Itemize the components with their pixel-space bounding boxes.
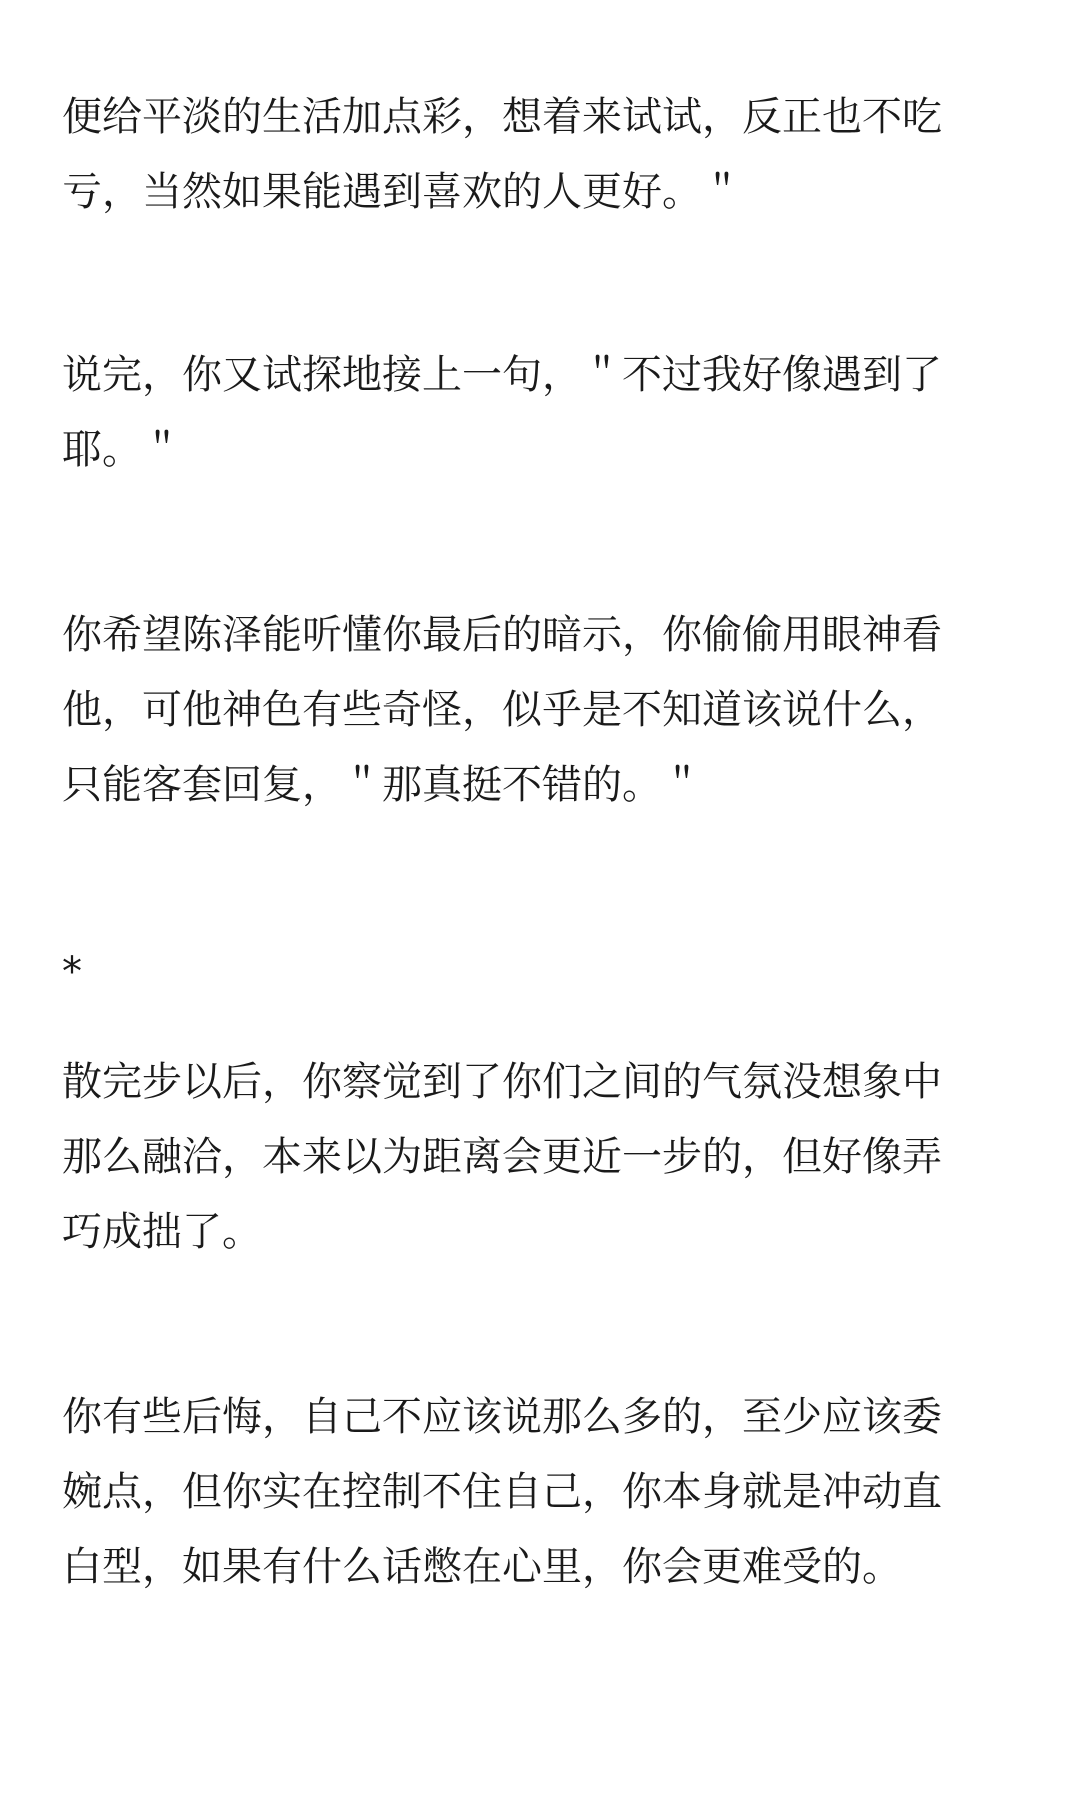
text-line: 婉点，但你实在控制不住自己，你本身就是冲动直 xyxy=(62,1469,942,1515)
text-line: 白型，如果有什么话憋在心里，你会更难受的。 xyxy=(62,1544,902,1590)
section-separator xyxy=(62,935,82,1010)
text-line: 耶。＂ xyxy=(62,427,182,473)
text-line: 便给平淡的生活加点彩，想着来试试，反正也不吃 xyxy=(62,94,942,140)
separator-asterisk: * xyxy=(62,949,82,995)
paragraph xyxy=(62,1380,942,1605)
text-line: 那么融洽，本来以为距离会更近一步的，但好像弄 xyxy=(62,1134,942,1180)
text-line: 说完，你又试探地接上一句，＂不过我好像遇到了 xyxy=(62,352,942,398)
text-line: 亏，当然如果能遇到喜欢的人更好。＂ xyxy=(62,169,742,215)
text-line: 只能客套回复，＂那真挺不错的。＂ xyxy=(62,762,702,808)
paragraph xyxy=(62,1045,942,1270)
paragraph xyxy=(62,80,942,230)
text-line: 散完步以后，你察觉到了你们之间的气氛没想象中 xyxy=(62,1059,942,1105)
text-line: 你希望陈泽能听懂你最后的暗示，你偷偷用眼神看 xyxy=(62,612,942,658)
text-line: 你有些后悔，自己不应该说那么多的，至少应该委 xyxy=(62,1394,942,1440)
paragraph xyxy=(62,338,942,488)
paragraph xyxy=(62,598,942,823)
text-line: 他，可他神色有些奇怪，似乎是不知道该说什么， xyxy=(62,687,942,733)
text-line: 巧成拙了。 xyxy=(62,1209,262,1255)
